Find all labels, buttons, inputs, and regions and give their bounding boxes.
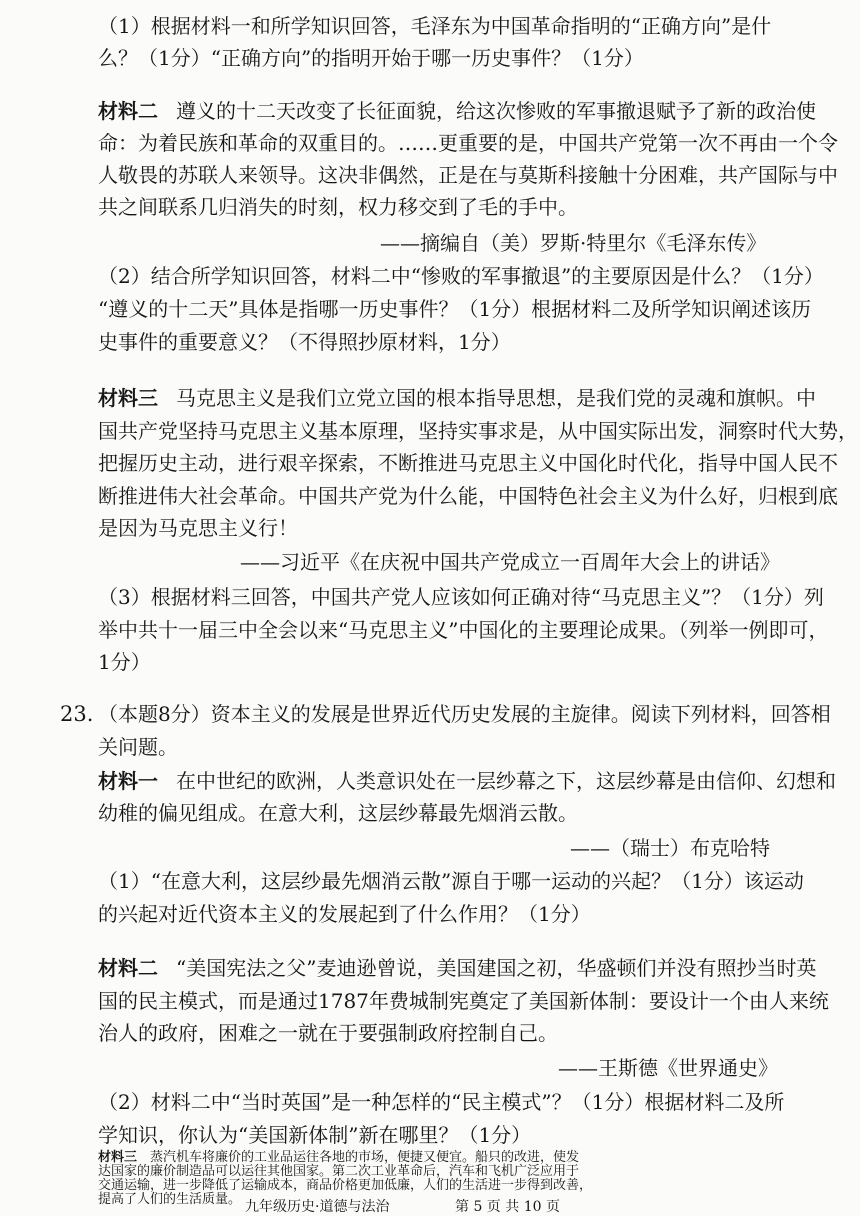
- q23-material2-line-3: 治人的政府，困难之一就在于要强制政府控制自己。: [98, 1021, 558, 1045]
- q23-sub2-line-2: 学知识，你认为“美国新体制”新在哪里？（1分）: [98, 1123, 532, 1147]
- q23-material1-source: ——（瑞士）布克哈特: [570, 836, 770, 860]
- q23-sub1-line-2: 的兴起对近代资本主义的发展起到了什么作用？（1分）: [98, 902, 591, 926]
- q22-material2-source: ——摘编自（美）罗斯·特里尔《毛泽东传》: [380, 231, 767, 255]
- q23-intro-line-1: （本题8分）资本主义的发展是世界近代历史发展的主旋律。阅读下列材料，回答相: [98, 702, 831, 726]
- q23-sub1-line-1: （1）“在意大利，这层纱最先烟消云散”源自于哪一运动的兴起？（1分）该运动: [98, 869, 804, 893]
- q23-material1-label: 材料一: [98, 769, 158, 793]
- q22-material2-label: 材料二: [98, 99, 158, 123]
- q22-sub2-line-1: （2）结合所学知识回答，材料二中“惨败的军事撤退”的主要原因是什么？（1分）: [98, 264, 824, 288]
- q23-material3-label: 材料三: [98, 1150, 138, 1165]
- q23-material2-line-1: “美国宪法之父”麦迪逊曾说，美国建国之初，华盛顿们并没有照抄当时英: [176, 956, 817, 980]
- q23-material2-line-2: 国的民主模式，而是通过1787年费城制宪奠定了美国新体制：要设计一个由人来统: [98, 989, 829, 1013]
- q22-material2-line-4: 共之间联系几归消失的时刻，权力移交到了毛的手中。: [98, 195, 578, 219]
- q23-material3-line-1: 蒸汽机车将廉价的工业品运往各地的市场，便捷又便宜。船只的改进，使发: [150, 1150, 580, 1165]
- q23-material3-line-2: 达国家的廉价制造品可以运往其他国家。第二次工业革命后，汽车和飞机广泛应用于: [98, 1164, 580, 1179]
- q23-material3-line-3: 交通运输，进一步降低了运输成本，商品价格更加低廉，人们的生活进一步得到改善，: [98, 1178, 593, 1193]
- q22-sub2-line-2: “遵义的十二天”具体是指哪一历史事件？（1分）根据材料二及所学知识阐述该历: [98, 297, 812, 321]
- q23-number: 23.: [60, 702, 94, 726]
- footer-page-number: 第 5 页 共 10 页: [455, 1199, 560, 1215]
- q22-sub3-line-3: 1分）: [98, 650, 151, 674]
- q22-material3-line-3: 把握历史主动，进行艰辛探索，不断推进马克思主义中国化时代化，指导中国人民不: [98, 451, 838, 475]
- q22-material2-line-1: 遵义的十二天改变了长征面貌，给这次惨败的军事撤退赋予了新的政治使: [176, 99, 816, 123]
- q22-sub2-line-3: 史事件的重要意义？（不得照抄原材料，1分）: [98, 330, 511, 354]
- q22-material3-line-2: 国共产党坚持马克思主义基本原理，坚持实事求是，从中国实际出发，洞察时代大势，: [98, 419, 858, 443]
- q23-material2-label: 材料二: [98, 956, 158, 980]
- q23-material3-line-4: 提高了人们的生活质量。: [98, 1192, 242, 1207]
- q23-material1-line-1: 在中世纪的欧洲，人类意识处在一层纱幕之下，这层纱幕是由信仰、幻想和: [176, 769, 836, 793]
- q22-material3-line-4: 断推进伟大社会革命。中国共产党为什么能，中国特色社会主义为什么好，归根到底: [98, 484, 838, 508]
- q22-material3-line-1: 马克思主义是我们立党立国的根本指导思想，是我们党的灵魂和旗帜。中: [176, 386, 816, 410]
- q23-material1-line-2: 幼稚的偏见组成。在意大利，这层纱幕最先烟消云散。: [98, 801, 578, 825]
- q23-material2-source: ——王斯德《世界通史》: [558, 1056, 778, 1080]
- q23-intro-line-2: 关问题。: [98, 735, 178, 759]
- q22-material3-source: ——习近平《在庆祝中国共产党成立一百周年大会上的讲话》: [240, 550, 780, 574]
- q22-sub3-line-2: 举中共十一届三中全会以来“马克思主义”中国化的主要理论成果。（列举一例即可，: [98, 618, 829, 642]
- footer-subject: 九年级历史·道德与法治: [245, 1199, 390, 1215]
- q23-sub2-line-1: （2）材料二中“当时英国”是一种怎样的“民主模式”？（1分）根据材料二及所: [98, 1090, 785, 1114]
- q22-material3-line-5: 是因为马克思主义行！: [98, 516, 298, 540]
- q22-sub3-line-1: （3）根据材料三回答，中国共产党人应该如何正确对待“马克思主义”？（1分）列: [98, 585, 824, 609]
- q22-sub1-line-1: （1）根据材料一和所学知识回答，毛泽东为中国革命指明的“正确方向”是什: [98, 14, 772, 38]
- q22-sub1-line-2: 么？（1分）“正确方向”的指明开始于哪一历史事件？（1分）: [98, 46, 644, 70]
- q22-material2-line-3: 人敬畏的苏联人来领导。这决非偶然，正是在与莫斯科接触十分困难，共产国际与中: [98, 163, 838, 187]
- q22-material2-line-2: 命：为着民族和革命的双重目的。……更重要的是，中国共产党第一次不再由一个令: [98, 131, 838, 155]
- q22-material3-label: 材料三: [98, 386, 158, 410]
